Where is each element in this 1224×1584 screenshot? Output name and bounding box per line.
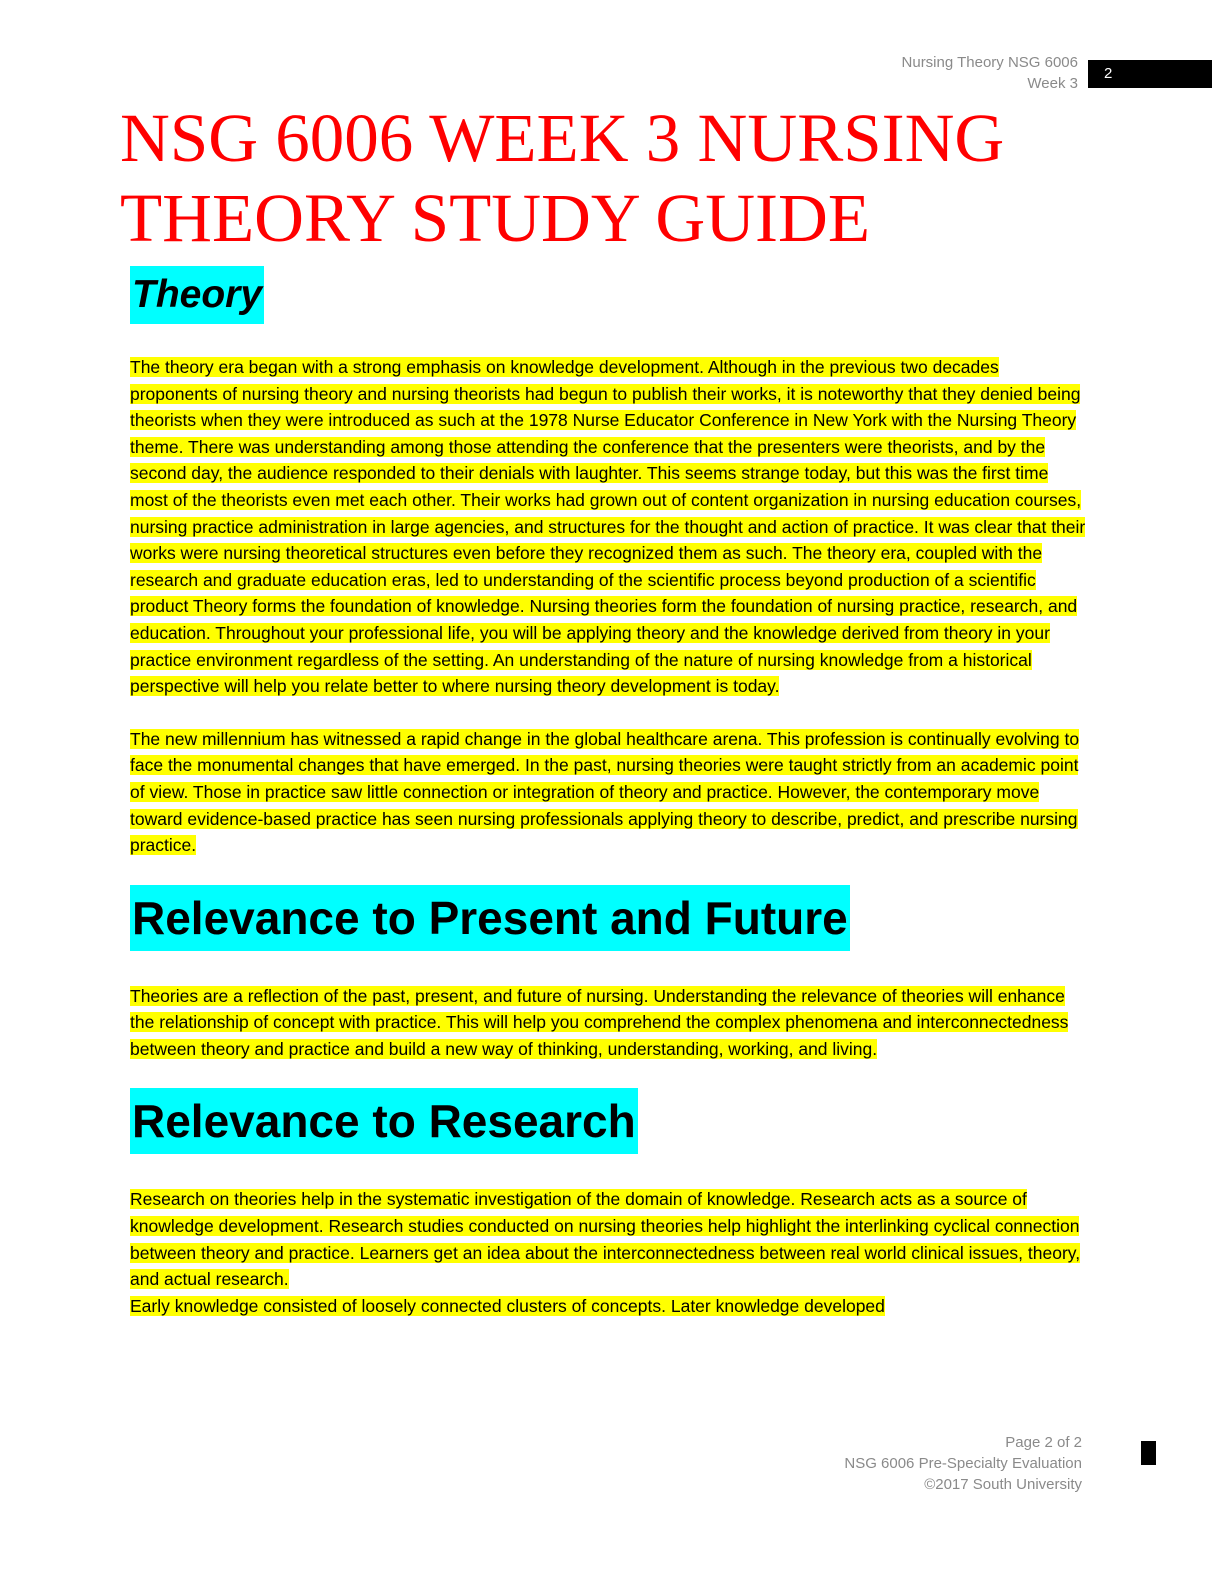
footer-marker	[1141, 1441, 1156, 1465]
highlighted-text: Theories are a reflection of the past, present, and future of nursing. Understanding the relevance of theories will enhance the relationship of concept with practice. This will help you comprehend the complex phenomena and interconnectedness between theory and practice and build a new way of thinking, understanding, working, and living.	[130, 985, 1069, 1059]
paragraph-theory-2	[130, 726, 1090, 859]
highlighted-text: The theory era began with a strong emphasis on knowledge development. Although in the previous two decades proponents of nursing theory and nursing theorists had begun to publish their works, it is noteworthy that they denied being theorists when they were introduced as such at the 1978 Nurse Educator Conference in New York with the Nursing Theory theme. There was understanding among those attending the conference that the presenters were theorists, and by the second day, the audience responded to their denials with laughter. This seems strange today, but this was the first time most of the theorists even met each other. Their works had grown out of content organization in nursing education courses, nursing practice administration in large agencies, and structures for the thought and action of practice. It was clear that their works were nursing theoretical structures even before they recognized them as such. The theory era, coupled with the research and graduate education eras, led to understanding of the scientific process beyond production of a scientific product Theory forms the foundation of knowledge. Nursing theories form the foundation of nursing practice, research, and education. Throughout your professional life, you will be applying theory and the knowledge derived from theory in your practice environment regardless of the setting. An understanding of the nature of nursing knowledge from a historical perspective will help you relate better to where nursing theory development is today.	[130, 357, 1086, 697]
document-title-line-2: THEORY STUDY GUIDE	[120, 180, 871, 256]
page-footer	[844, 1432, 1082, 1495]
section-heading-research: Relevance to Research	[130, 1088, 638, 1154]
highlighted-text: The new millennium has witnessed a rapid change in the global healthcare arena. This profession is continually evolving to face the monumental changes that have emerged. In the past, nursing theories were taught strictly from an academic point of view. Those in practice saw little connection or integration of theory and practice. However, the contemporary move toward evidence-based practice has seen nursing professionals applying theory to describe, predict, and prescribe nursing practice.	[130, 728, 1080, 856]
paragraph-research-1	[130, 1186, 1090, 1292]
section-heading-present-future: Relevance to Present and Future	[130, 885, 850, 951]
footer-page-number: Page 2 of 2	[1005, 1434, 1082, 1451]
footer-copyright: ©2017 South University	[924, 1476, 1082, 1493]
page-number-tab: 2	[1088, 60, 1212, 88]
document-title	[120, 98, 1120, 258]
footer-course: NSG 6006 Pre-Specialty Evaluation	[844, 1455, 1082, 1472]
header-course-title: Nursing Theory NSG 6006	[901, 54, 1078, 71]
highlighted-text: Early knowledge consisted of loosely connected clusters of concepts. Later knowledge developed	[130, 1295, 885, 1316]
header-week: Week 3	[1027, 75, 1078, 92]
paragraph-present-future	[130, 983, 1090, 1063]
document-title-line-1: NSG 6006 WEEK 3 NURSING	[120, 100, 1005, 176]
document-body	[130, 266, 1090, 1319]
paragraph-theory-1	[130, 354, 1090, 700]
paragraph-research-2	[130, 1293, 1090, 1320]
section-heading-theory: Theory	[130, 266, 264, 324]
highlighted-text: Research on theories help in the systematic investigation of the domain of knowledge. Research acts as a source of knowledge development. Research studies conducted on nursing theories help highlight the interlinking cyclical connection between theory and practice. Learners get an idea about the interconnectedness between real world clinical issues, theory, and actual research.	[130, 1189, 1081, 1290]
running-header	[902, 52, 1078, 94]
